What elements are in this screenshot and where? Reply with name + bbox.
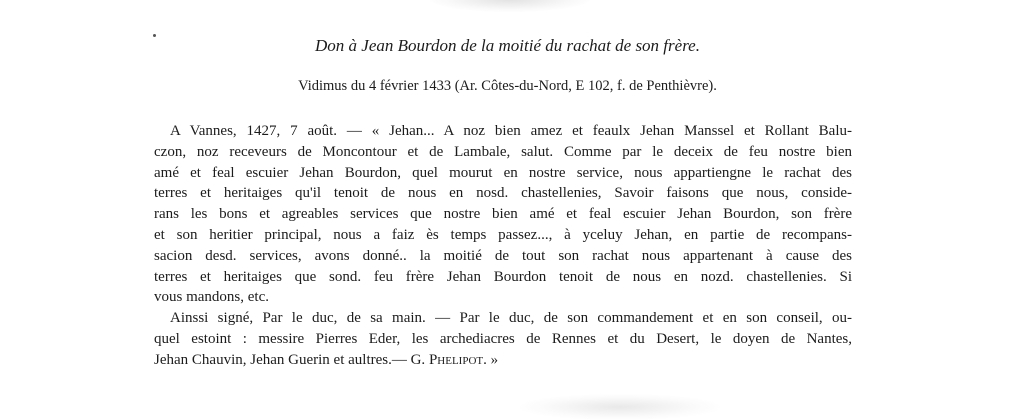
body-line-signature bbox=[154, 350, 852, 371]
body-line: amé et feal escuier Jehan Bourdon, quel mourut en nostre service, nous appartiengne le rachat des bbox=[154, 164, 852, 181]
body-line: quel estoint : messire Pierres Eder, les archediacres de Rennes et du Desert, le doyen de Nantes, bbox=[154, 330, 852, 347]
signature-line-text: Jehan Chauvin, Jehan Guerin et aultres.— G. bbox=[154, 351, 426, 368]
body-line: sacion desd. services, avons donné.. la moitié de tout son rachat nous appartenant à cause des bbox=[154, 247, 852, 264]
signature-name: Phelipot bbox=[428, 351, 484, 368]
body-line: vous mandons, etc. bbox=[154, 289, 269, 306]
document-title: Don à Jean Bourdon de la moitié du rachat de son frère. bbox=[315, 36, 700, 55]
closing-quote: . » bbox=[483, 351, 499, 368]
body-line: Ainssi signé, Par le duc, de sa main. — Par le duc, de son commandement et en son conseil, ou- bbox=[170, 310, 852, 327]
body-line: czon, noz receveurs de Moncontour et de Lambale, salut. Comme par le deceix de feu nostre bien bbox=[154, 143, 852, 160]
document-source-citation: Vidimus du 4 février 1433 (Ar. Côtes-du-Nord, E 102, f. de Penthièvre). bbox=[298, 78, 717, 94]
document-body bbox=[154, 121, 852, 371]
body-line: et son heritier principal, nous a faiz ès temps passez..., à yceluy Jehan, en partie de recompans- bbox=[154, 226, 852, 243]
body-line: rans les bons et agreables services que nostre bien amé et feal escuier Jehan Bourdon, son frère bbox=[154, 206, 852, 223]
body-line: terres et heritaiges qu'il tenoit de nous en nosd. chastellenies, Savoir faisons que nous, conside- bbox=[154, 185, 852, 202]
body-line: A Vannes, 1427, 7 août. — « Jehan... A noz bien amez et feaulx Jehan Manssel et Rollant Balu- bbox=[170, 123, 852, 139]
scan-smudge-top bbox=[430, 0, 590, 12]
body-line: terres et heritaiges que sond. feu frère Jehan Bourdon tenoit de nous en nozd. chastellenies. Si bbox=[154, 268, 852, 285]
scan-smudge-bottom bbox=[520, 394, 720, 420]
